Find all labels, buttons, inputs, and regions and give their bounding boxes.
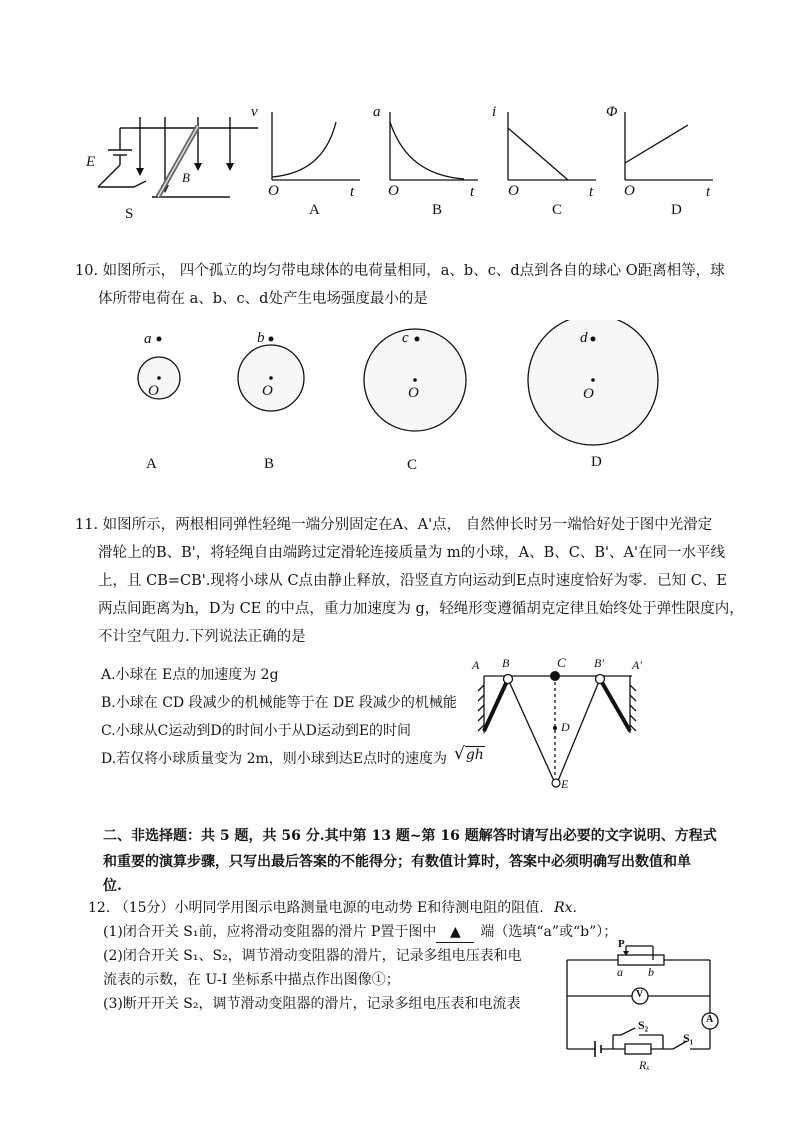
q9-graph-B-curve: [390, 122, 464, 179]
q9-graph-C-xlabel: t: [589, 184, 594, 200]
q9-graph-C-ylabel: i: [492, 104, 497, 120]
q10-center-A: O: [148, 383, 159, 399]
q9-graph-C-option: C: [552, 202, 563, 218]
q12-circuit-A: A: [706, 1014, 714, 1025]
q12-step1-tail: 端（选填“a”或“b”）；: [480, 924, 618, 940]
q10-point-d: d: [580, 330, 588, 346]
q11-fig-C: C: [557, 655, 566, 670]
q10-option-D: D: [591, 454, 602, 470]
q12-step1: [103, 922, 617, 943]
q9-graph-D-origin: O: [624, 183, 635, 199]
q10-center-B: O: [262, 383, 273, 399]
q12-step2b: 流表的示数，在 U-I 坐标系中描点作出图像①；: [103, 972, 400, 988]
q10-point-b: b: [257, 330, 265, 346]
q9-circuit-figure: [80, 105, 265, 220]
q12-stem-text: 12. （15分）小明同学用图示电路测量电源的电动势 E和待测电阻的阻值.: [88, 900, 544, 916]
q9-graph-B-xlabel: t: [470, 184, 475, 200]
q10-stem-line1: 10. 如图所示， 四个孤立的均匀带电球体的电荷量相同，a、b、c、d点到各自的球心 O距离相等，球: [75, 263, 725, 279]
section2-line3: 位.: [103, 878, 122, 894]
q11-option-D-sqrt: √gh: [454, 744, 484, 764]
q10-point-c: c: [402, 330, 409, 346]
q12-circuit-P: P: [618, 938, 625, 950]
q11-fig-A: A: [472, 658, 480, 672]
q12-circuit-S2: S₂: [638, 1018, 649, 1032]
q12-circuit-b: b: [648, 965, 654, 979]
q11-option-C: C.小球从C运动到D的时间小于从D运动到E的时间: [101, 723, 412, 739]
q11-option-D-sqrt-arg: gh: [465, 747, 484, 763]
q10-center-C: O: [408, 385, 419, 401]
q9-graph-C-line: [508, 128, 568, 180]
q12-circuit-a: a: [617, 965, 623, 979]
q9-graph-D-option: D: [671, 202, 682, 218]
q9-graph-D-xlabel: t: [706, 184, 711, 200]
q10-option-A: A: [146, 456, 157, 472]
q12-circuit-V: V: [636, 989, 644, 1000]
q11-option-B: B.小球在 CD 段减少的机械能等于在 DE 段减少的机械能: [101, 695, 457, 711]
q9-label-B: B: [182, 170, 190, 185]
q9-graph-B-ylabel: a: [373, 104, 381, 120]
q9-graph-C-origin: O: [508, 183, 519, 199]
q11-stem-line1: 11. 如图所示，两根相同弹性轻绳一端分别固定在A、A'点， 自然伸长时另一端恰好处于图中光滑定: [75, 517, 713, 533]
q9-graph-B-option: B: [432, 202, 443, 218]
q12-blank[interactable]: [436, 922, 474, 943]
q9-graph-A-option: A: [309, 202, 320, 218]
q11-stem-line2: 滑轮上的B、B'，将轻绳自由端跨过定滑轮连接质量为 m的小球，A、B、C、B'、A'在同一水平线: [98, 545, 725, 561]
q12-step3: (3)断开开关 S₂，调节滑动变阻器的滑片，记录多组电压表和电流表: [103, 996, 521, 1012]
q9-graph-D-line: [625, 125, 688, 163]
q12-stem: [88, 898, 577, 918]
q11-fig-E: E: [561, 777, 569, 791]
q12-blank-mark: ▲: [449, 924, 461, 940]
q10-option-C: C: [407, 457, 418, 473]
section2-line1: 二、非选择题：共 5 题，共 56 分.其中第 13 题~第 16 题解答时请写出必要的文字说明、方程式: [103, 828, 717, 844]
q12-step2a: (2)闭合开关 S₁、S₂，调节滑动变阻器的滑片，记录多组电压表和电: [103, 948, 522, 964]
q11-stem-line3: 上，且 CB=CB'.现将小球从 C点由静止释放，沿竖直方向运动到E点时速度恰好为零．已知 C、E: [98, 573, 727, 589]
q12-rx-label: Rx.: [554, 900, 577, 916]
q9-graph-A-xlabel: t: [350, 184, 355, 200]
q9-graph-A-origin: O: [268, 183, 279, 199]
q11-option-D: D.若仅将小球质量变为 2m，则小球到达E点时的速度为: [101, 751, 448, 767]
q12-circuit-figure: [555, 937, 725, 1077]
q11-stem-line5: 不计空气阻力.下列说法正确的是: [98, 629, 306, 645]
q9-graph-A-curve: [272, 122, 336, 177]
q9-graph-A: [265, 108, 365, 188]
section2-line2: 和重要的演算步骤，只写出最后答案的不能得分；有数值计算时，答案中必须明确写出数值和单: [103, 854, 691, 870]
q9-graph-B-origin: O: [388, 183, 399, 199]
q11-fig-A2: A': [632, 658, 642, 672]
q11-fig-B: B: [502, 656, 510, 670]
q11-fig-B2: B': [594, 656, 604, 670]
q10-center-D: O: [583, 386, 594, 402]
q10-point-a: a: [144, 331, 152, 347]
q11-stem-line4: 两点间距离为h，D为 CE 的中点，重力加速度为 g，轻绳形变遵循胡克定律且始终处于弹性限度内，: [98, 601, 744, 617]
q9-label-E: E: [86, 154, 96, 170]
q12-step1-text: (1)闭合开关 S₁前，应将滑动变阻器的滑片 P置于图中: [103, 924, 437, 940]
q12-circuit-S1: S₁: [683, 1031, 694, 1045]
q11-pulley-figure: [470, 655, 650, 800]
q9-graph-C: [504, 108, 604, 188]
q9-graph-D: [620, 108, 720, 188]
q11-option-A: A.小球在 E点的加速度为 2g: [101, 667, 279, 683]
q10-option-B: B: [264, 456, 275, 472]
q9-graph-A-ylabel: v: [251, 104, 258, 120]
q10-stem-line2: 体所带电荷在 a、b、c、d处产生电场强度最小的是: [98, 291, 428, 307]
q12-circuit-Rx: Rₓ: [639, 1058, 650, 1072]
q9-label-S: S: [125, 206, 134, 222]
q9-graph-D-ylabel: Φ: [606, 104, 618, 120]
q9-graph-B: [386, 108, 486, 188]
q11-fig-D: D: [561, 720, 570, 734]
